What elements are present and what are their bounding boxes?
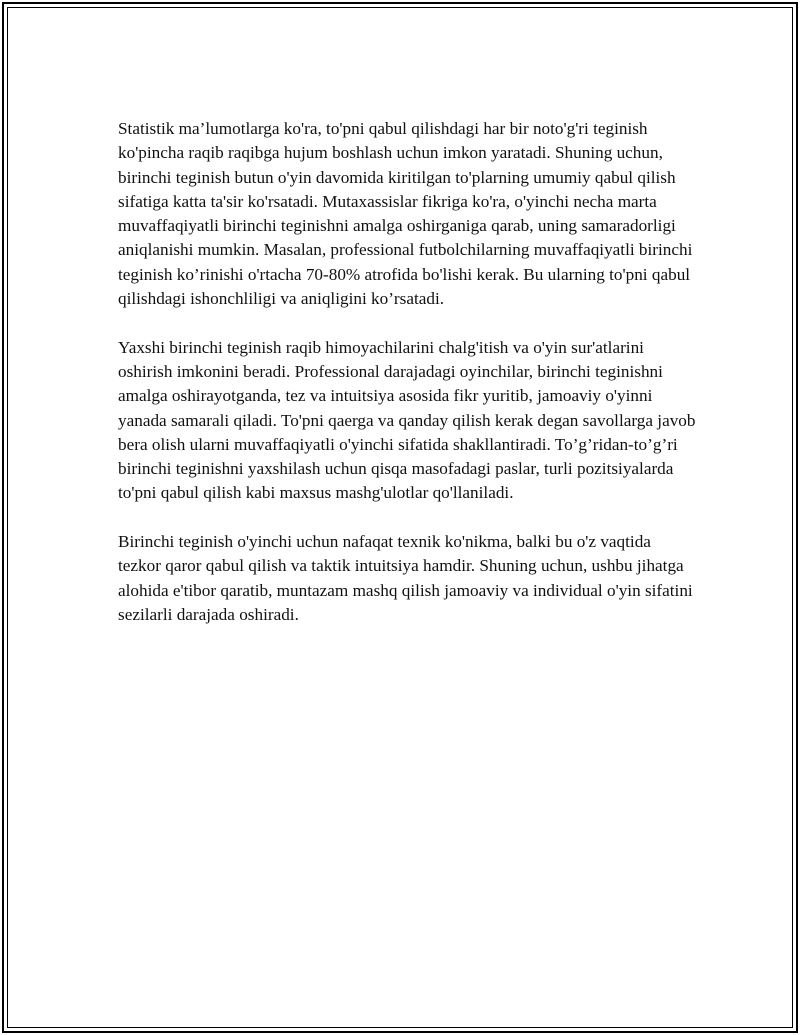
paragraph-3: Birinchi teginish o'yinchi uchun nafaqat texnik ko'nikma, balki bu o'z vaqtida tezkor qaror qabul qilish va taktik intuitsiya hamdir. Shuning uchun, ushbu jihatga alohida e'tibor qaratib, muntazam mashq qilish jamoaviy va individual o'yin sifatini sezilarli darajada oshiradi. [118, 532, 693, 624]
document-body [118, 117, 698, 652]
paragraph-2: Yaxshi birinchi teginish raqib himoyachilarini chalg'itish va o'yin sur'atlarini oshirish imkonini beradi. Professional darajadagi oyinchilar, birinchi teginishni amalga oshirayotganda, tez va intuitsiya asosida fikr yuritib, jamoaviy o'yinni yanada samarali qiladi. To'pni qaerga va qanday qilish kerak degan savollarga javob bera olish ularni muvaffaqiyatli o'yinchi sifatida shakllantiradi. To’g’ridan-to’g’ri birinchi teginishni yaxshilash uchun qisqa masofadagi paslar, turli pozitsiyalarda to'pni qabul qilish kabi maxsus mashg'ulotlar qo'llaniladi. [118, 337, 696, 503]
paragraph-1: Statistik ma’lumotlarga ko'ra, to'pni qabul qilishdagi har bir noto'g'ri teginish ko'pincha raqib raqibga hujum boshlash uchun imkon yaratadi. Shuning uchun, birinchi teginish butun o'yin davomida kiritilgan to'plarning umumiy qabul qilish sifatiga katta ta'sir ko'rsatadi. Mutaxassislar fikriga ko'ra, o'yinchi necha marta muvaffaqiyatli birinchi teginishni amalga oshirganiga qarab, uning samaradorligi aniqlanishi mumkin. Masalan, professional futbolchilarning muvaffaqiyatli birinchi teginish ko’rinishi o'rtacha 70-80% atrofida bo'lishi kerak. Bu ularning to'pni qabul qilishdagi ishonchliligi va aniqligini ko’rsatadi. [118, 119, 693, 309]
